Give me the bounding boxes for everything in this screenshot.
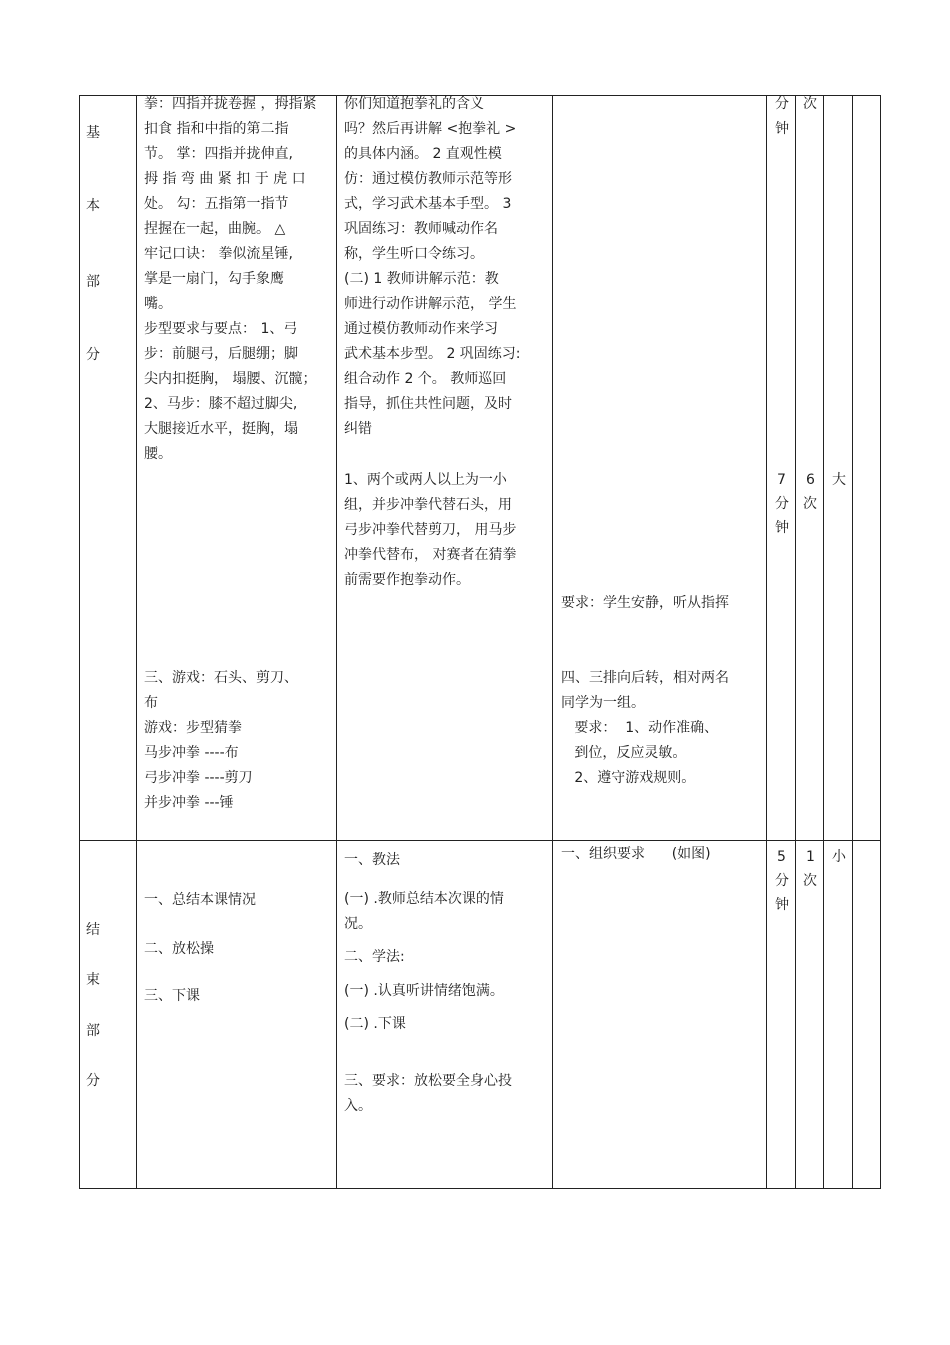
text-line: 大腿接近水平，挺胸，塌 [144, 421, 298, 437]
text-line: 师进行动作讲解示范， 学生 [344, 296, 517, 312]
section-label-char: 本 [86, 198, 100, 214]
section-label-char: 分 [86, 347, 100, 363]
text-line: 组，并步冲拳代替石头，用 [344, 497, 512, 513]
time-unit: 钟 [775, 897, 789, 913]
column-divider [552, 95, 553, 1189]
text-line: 嘴。 [144, 296, 172, 312]
text-line: 2、遵守游戏规则。 [561, 770, 696, 786]
time-unit: 分 [775, 873, 789, 889]
time-unit: 分 [775, 496, 789, 512]
text-line: 武术基本步型。 2 巩固练习: [344, 346, 521, 362]
count-unit: 次 [803, 96, 817, 112]
text-line: 步型要求与要点： 1、弓 [144, 321, 298, 337]
text-line: 同学为一组。 [561, 695, 645, 711]
text-line: 巩固练习：教师喊动作名 [344, 221, 498, 237]
text-line: 的具体内涵。 2 直观性模 [344, 146, 502, 162]
column-divider [852, 95, 853, 1189]
count-unit: 次 [803, 873, 817, 889]
text-line: 你们知道抱拳礼的含义 [344, 96, 484, 112]
intensity-value: 大 [832, 472, 846, 488]
text-line: (一) .认真听讲情绪饱满。 [344, 983, 504, 999]
text-line: 处。 勾：五指第一指节 [144, 196, 289, 212]
text-line: 并步冲拳 ---锤 [144, 795, 234, 811]
text-line: 马步冲拳 ----布 [144, 745, 239, 761]
text-line: 尖内扣挺胸， 塌腰、沉髋； [144, 371, 317, 387]
text-line: 吗？然后再讲解 <抱拳礼 > [344, 121, 517, 137]
table-border-bottom [79, 1188, 881, 1189]
text-line: 二、放松操 [144, 941, 214, 957]
column-divider [136, 95, 137, 1189]
text-line: 一、总结本课情况 [144, 892, 256, 908]
column-divider [795, 95, 796, 1189]
time-value: 5 [777, 849, 786, 865]
section-label-char: 部 [86, 1023, 100, 1039]
text-line: 1、两个或两人以上为一小 [344, 472, 507, 488]
section-label-char: 基 [86, 125, 100, 141]
text-line: 指导，抓住共性问题，及时 [344, 396, 512, 412]
text-line: 称，学生听口令练习。 [344, 246, 484, 262]
time-unit: 分 [775, 96, 789, 112]
text-line: 布 [144, 695, 158, 711]
text-line: 到位，反应灵敏。 [561, 745, 687, 761]
text-line: 捏握在一起，曲腕。 △ [144, 221, 286, 237]
text-line: 二、学法: [344, 949, 405, 965]
text-line: 牢记口诀： 拳似流星锤, [144, 246, 293, 262]
time-unit: 钟 [775, 520, 789, 536]
text-line: 2、马步：膝不超过脚尖, [144, 396, 298, 412]
time-unit: 钟 [775, 121, 789, 137]
text-line: 组合动作 2 个。 教师巡回 [344, 371, 507, 387]
time-value: 7 [777, 472, 786, 488]
text-line: 前需要作抱拳动作。 [344, 572, 470, 588]
column-divider [336, 95, 337, 1189]
text-line: 三、下课 [144, 988, 200, 1004]
column-divider [823, 95, 824, 1189]
text-line: 一、教法 [344, 852, 400, 868]
text-line: 拳：四指并拢卷握 ，拇指紧 [144, 96, 317, 112]
count-value: 6 [806, 472, 815, 488]
text-line: 通过模仿教师动作来学习 [344, 321, 498, 337]
text-line: 扣食 指和中指的第二指 [144, 121, 289, 137]
table-border-left [79, 95, 80, 1189]
section-label-char: 束 [86, 972, 100, 988]
text-line: (二) .下课 [344, 1016, 406, 1032]
text-line: 掌是一扇门，勾手象鹰 [144, 271, 284, 287]
text-line: 弓步冲拳代替剪刀， 用马步 [344, 522, 517, 538]
count-value: 1 [806, 849, 815, 865]
text-line: 三、游戏：石头、剪刀、 [144, 670, 298, 686]
section-label-char: 结 [86, 922, 100, 938]
text-line: 要求： 1、动作准确、 [561, 720, 719, 736]
text-line: 冲拳代替布， 对赛者在猜拳 [344, 547, 517, 563]
text-line: 入。 [344, 1098, 372, 1114]
section-label-char: 部 [86, 274, 100, 290]
text-line: 式，学习武术基本手型。 3 [344, 196, 512, 212]
text-line: 三、要求：放松要全身心投 [344, 1073, 512, 1089]
org-requirement-text: 要求：学生安静，听从指挥 [561, 595, 729, 611]
table-border-right [880, 95, 881, 1189]
text-line: 腰。 [144, 446, 172, 462]
column-divider [766, 95, 767, 1189]
text-line: 四、三排向后转，相对两名 [561, 670, 729, 686]
row-divider [79, 840, 881, 841]
text-line: 游戏：步型猜拳 [144, 720, 242, 736]
text-line: 步：前腿弓，后腿绷；脚 [144, 346, 298, 362]
intensity-value: 小 [832, 849, 846, 865]
text-line: 纠错 [344, 421, 372, 437]
text-line: (一) .教师总结本次课的情 [344, 891, 504, 907]
text-line: 况。 [344, 916, 372, 932]
org-requirement-text: 一、组织要求 (如图) [561, 846, 711, 862]
count-unit: 次 [803, 496, 817, 512]
text-line: 拇 指 弯 曲 紧 扣 于 虎 口 [144, 171, 306, 187]
text-line: 弓步冲拳 ----剪刀 [144, 770, 253, 786]
text-line: (二) 1 教师讲解示范：教 [344, 271, 499, 287]
text-line: 仿：通过模仿教师示范等形 [344, 171, 512, 187]
section-label-char: 分 [86, 1073, 100, 1089]
text-line: 节。 掌：四指并拢伸直, [144, 146, 293, 162]
